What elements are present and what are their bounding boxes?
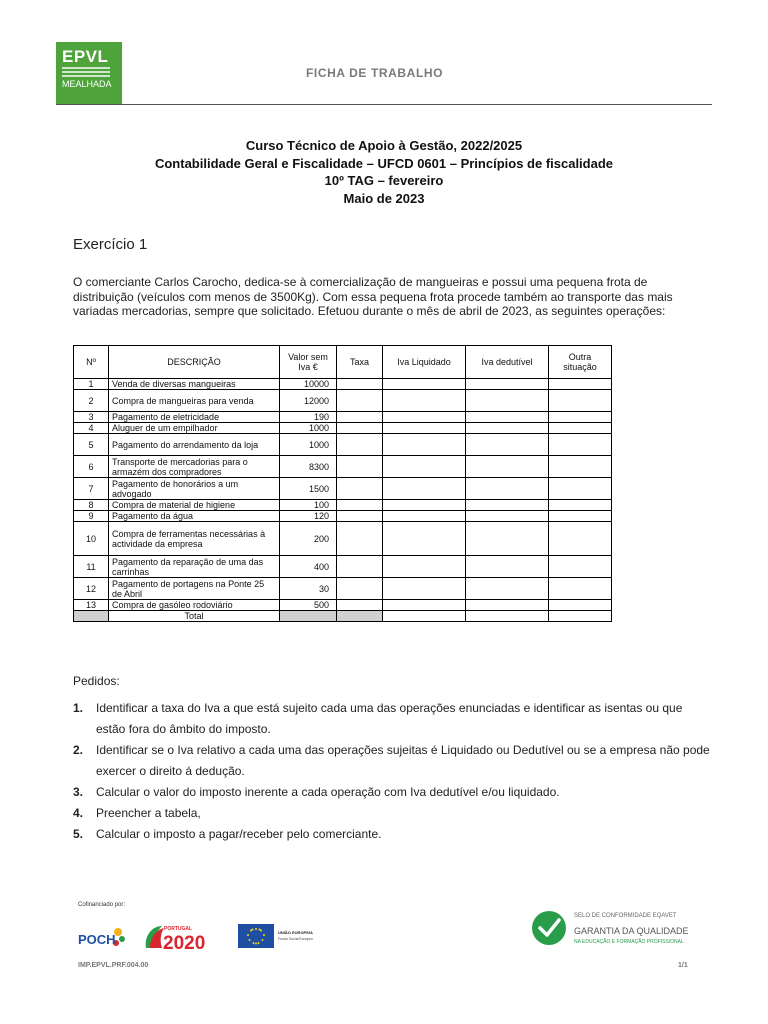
row-outra-situacao-cell (549, 600, 612, 611)
poch-logo (78, 924, 128, 950)
row-outra-situacao-cell (549, 379, 612, 390)
row-outra-situacao-cell (549, 423, 612, 434)
row-iva-liquidado-cell (383, 478, 466, 500)
pedido-item (73, 698, 713, 740)
row-iva-liquidado-cell (383, 556, 466, 578)
col-header-taxa: Taxa (337, 346, 383, 379)
pedido-item (73, 824, 713, 845)
exercise-intro: O comerciante Carlos Carocho, dedica-se à comercialização de mangueiras e possui uma pequena frota de distribuição (veículos com menos de 3500Kg). Com essa pequena frota procede também ao transporte das mais variadas mercadorias, sempre que solicitado. Efetuou durante o mês de abril de 2023, as seguintes operações: (73, 275, 673, 318)
col-header-num: Nº (74, 346, 109, 379)
row-value: 12000 (280, 390, 337, 412)
row-iva-dedutivel-cell (466, 522, 549, 556)
row-value: 400 (280, 556, 337, 578)
document-type: FICHA DE TRABALHO (306, 66, 444, 80)
cofinanced-label: Cofinanciado por: (78, 902, 126, 908)
table-row (74, 478, 612, 500)
eu-label: UNIÃO EUROPEIA (278, 930, 313, 935)
row-number: 11 (74, 556, 109, 578)
row-iva-liquidado-cell (383, 600, 466, 611)
row-iva-dedutivel-cell (466, 600, 549, 611)
pedido-number: 4. (73, 806, 84, 820)
row-outra-situacao-cell (549, 390, 612, 412)
total-outra-situacao-cell (549, 611, 612, 622)
pedidos-heading: Pedidos: (73, 674, 120, 688)
row-iva-dedutivel-cell (466, 478, 549, 500)
table-row (74, 390, 612, 412)
row-iva-liquidado-cell (383, 500, 466, 511)
row-description: Pagamento de eletricidade (109, 412, 280, 423)
row-value: 30 (280, 578, 337, 600)
pedido-number: 2. (73, 743, 84, 757)
pedido-item (73, 740, 713, 782)
row-value: 100 (280, 500, 337, 511)
table-row (74, 434, 612, 456)
total-row (74, 611, 612, 622)
row-number: 8 (74, 500, 109, 511)
total-label: Total (109, 611, 280, 622)
row-description: Compra de ferramentas necessárias à actividade da empresa (109, 522, 280, 556)
total-iva-liquidado-cell (383, 611, 466, 622)
row-iva-liquidado-cell (383, 578, 466, 600)
row-taxa-cell (337, 379, 383, 390)
course-title: Curso Técnico de Apoio à Gestão, 2022/2025 (245, 138, 523, 153)
row-description: Compra de material de higiene (109, 500, 280, 511)
row-value: 1000 (280, 423, 337, 434)
module-title: Contabilidade Geral e Fiscalidade – UFCD 0601 – Princípios de fiscalidade (154, 155, 614, 171)
row-taxa-cell (337, 556, 383, 578)
row-iva-dedutivel-cell (466, 390, 549, 412)
operations-table (73, 345, 612, 622)
row-description: Pagamento do arrendamento da loja (109, 434, 280, 456)
pedido-text: Calcular o valor do imposto inerente a cada operação com Iva dedutível e/ou liquidado. (96, 785, 560, 799)
logo-text: EPVL (62, 47, 109, 66)
row-outra-situacao-cell (549, 412, 612, 423)
table-row (74, 600, 612, 611)
row-iva-liquidado-cell (383, 390, 466, 412)
row-taxa-cell (337, 578, 383, 600)
table-row (74, 379, 612, 390)
total-shaded-cell (280, 611, 337, 622)
row-outra-situacao-cell (549, 522, 612, 556)
pedido-number: 5. (73, 827, 84, 841)
col-header-iva-dedutivel: Iva dedutível (466, 346, 549, 379)
row-outra-situacao-cell (549, 500, 612, 511)
row-iva-dedutivel-cell (466, 434, 549, 456)
row-outra-situacao-cell (549, 511, 612, 522)
pedido-text: Identificar se o Iva relativo a cada uma das operações sujeitas é Liquidado ou Dedutível ou se a empresa não pode exercer o direito á dedução. (96, 743, 710, 778)
eu-sub: Fundo Social Europeu (278, 937, 313, 941)
row-outra-situacao-cell (549, 578, 612, 600)
pedido-text: Calcular o imposto a pagar/receber pelo comerciante. (96, 827, 382, 841)
row-iva-dedutivel-cell (466, 423, 549, 434)
pedido-number: 1. (73, 701, 84, 715)
row-number: 7 (74, 478, 109, 500)
poch-text: POCH (78, 932, 116, 947)
row-value: 10000 (280, 379, 337, 390)
row-taxa-cell (337, 434, 383, 456)
row-description: Pagamento de honorários a um advogado (109, 478, 280, 500)
row-number: 9 (74, 511, 109, 522)
eqavet-seal (532, 908, 700, 948)
pedido-number: 3. (73, 785, 84, 799)
header-divider (56, 104, 712, 105)
col-header-valor: Valor sem Iva € (280, 346, 337, 379)
row-taxa-cell (337, 412, 383, 423)
row-taxa-cell (337, 500, 383, 511)
col-header-outra-situacao: Outra situação (549, 346, 612, 379)
pedido-item (73, 782, 713, 803)
row-iva-liquidado-cell (383, 423, 466, 434)
pedido-item (73, 803, 713, 824)
row-taxa-cell (337, 456, 383, 478)
page-number: 1/1 (678, 962, 688, 969)
table-row (74, 511, 612, 522)
row-taxa-cell (337, 423, 383, 434)
row-description: Transporte de mercadorias para o armazém dos compradores (109, 456, 280, 478)
row-number: 4 (74, 423, 109, 434)
row-taxa-cell (337, 522, 383, 556)
table-body (74, 379, 612, 622)
row-iva-dedutivel-cell (466, 412, 549, 423)
row-outra-situacao-cell (549, 556, 612, 578)
footer-code: IMP.EPVL.PRF.004.00 (78, 962, 149, 969)
row-value: 500 (280, 600, 337, 611)
row-description: Pagamento da reparação de uma das carrinhas (109, 556, 280, 578)
row-taxa-cell (337, 478, 383, 500)
pedido-text: Identificar a taxa do Iva a que está sujeito cada uma das operações enunciadas e identificar as isentas ou que estão fora do âmbito do imposto. (96, 701, 683, 736)
portugal-text: PORTUGAL (164, 926, 193, 932)
row-iva-dedutivel-cell (466, 379, 549, 390)
eqavet-line3: NA EDUCAÇÃO E FORMAÇÃO PROFISSIONAL (574, 939, 684, 945)
row-taxa-cell (337, 390, 383, 412)
table-row (74, 522, 612, 556)
row-value: 200 (280, 522, 337, 556)
row-number: 12 (74, 578, 109, 600)
row-description: Aluguer de um empilhador (109, 423, 280, 434)
date-title: Maio de 2023 (343, 190, 425, 206)
row-taxa-cell (337, 600, 383, 611)
row-iva-liquidado-cell (383, 456, 466, 478)
logo-subtext: MEALHADA (62, 79, 112, 89)
row-outra-situacao-cell (549, 434, 612, 456)
row-outra-situacao-cell (549, 478, 612, 500)
eu-logo (238, 922, 322, 950)
table-header-row (74, 346, 612, 379)
row-description: Compra de gasóleo rodoviário (109, 600, 280, 611)
row-iva-liquidado-cell (383, 522, 466, 556)
row-iva-dedutivel-cell (466, 500, 549, 511)
row-description: Compra de mangueiras para venda (109, 390, 280, 412)
row-description: Venda de diversas mangueiras (109, 379, 280, 390)
row-iva-liquidado-cell (383, 511, 466, 522)
table-row (74, 412, 612, 423)
row-iva-dedutivel-cell (466, 578, 549, 600)
row-value: 8300 (280, 456, 337, 478)
row-number: 3 (74, 412, 109, 423)
row-number: 5 (74, 434, 109, 456)
row-number: 6 (74, 456, 109, 478)
row-value: 1000 (280, 434, 337, 456)
table-row (74, 500, 612, 511)
pedido-text: Preencher a tabela, (96, 806, 201, 820)
row-number: 1 (74, 379, 109, 390)
table-row (74, 556, 612, 578)
epvl-logo (56, 42, 122, 104)
portugal-2020-logo (142, 922, 226, 952)
title-block (56, 137, 712, 207)
row-description: Pagamento de portagens na Ponte 25 de Abril (109, 578, 280, 600)
row-iva-liquidado-cell (383, 434, 466, 456)
total-shaded-cell (74, 611, 109, 622)
row-number: 13 (74, 600, 109, 611)
row-iva-dedutivel-cell (466, 556, 549, 578)
table-row (74, 578, 612, 600)
table-row (74, 423, 612, 434)
eqavet-line2: GARANTIA DA QUALIDADE (574, 926, 689, 936)
row-value: 190 (280, 412, 337, 423)
row-taxa-cell (337, 511, 383, 522)
exercise-title: Exercício 1 (73, 236, 148, 253)
total-shaded-cell (337, 611, 383, 622)
class-title: 10º TAG – fevereiro (324, 173, 444, 188)
total-iva-dedutivel-cell (466, 611, 549, 622)
col-header-desc: DESCRIÇÃO (109, 346, 280, 379)
row-iva-dedutivel-cell (466, 511, 549, 522)
row-iva-dedutivel-cell (466, 456, 549, 478)
row-description: Pagamento da água (109, 511, 280, 522)
row-value: 1500 (280, 478, 337, 500)
row-iva-liquidado-cell (383, 412, 466, 423)
col-header-iva-liquidado: Iva Liquidado (383, 346, 466, 379)
row-value: 120 (280, 511, 337, 522)
logo-decoration (62, 67, 110, 77)
row-iva-liquidado-cell (383, 379, 466, 390)
pt2020-text: 2020 (163, 933, 206, 952)
eqavet-line1: SELO DE CONFORMIDADE EQAVET (574, 913, 677, 919)
table-row (74, 456, 612, 478)
row-number: 2 (74, 390, 109, 412)
row-number: 10 (74, 522, 109, 556)
row-outra-situacao-cell (549, 456, 612, 478)
